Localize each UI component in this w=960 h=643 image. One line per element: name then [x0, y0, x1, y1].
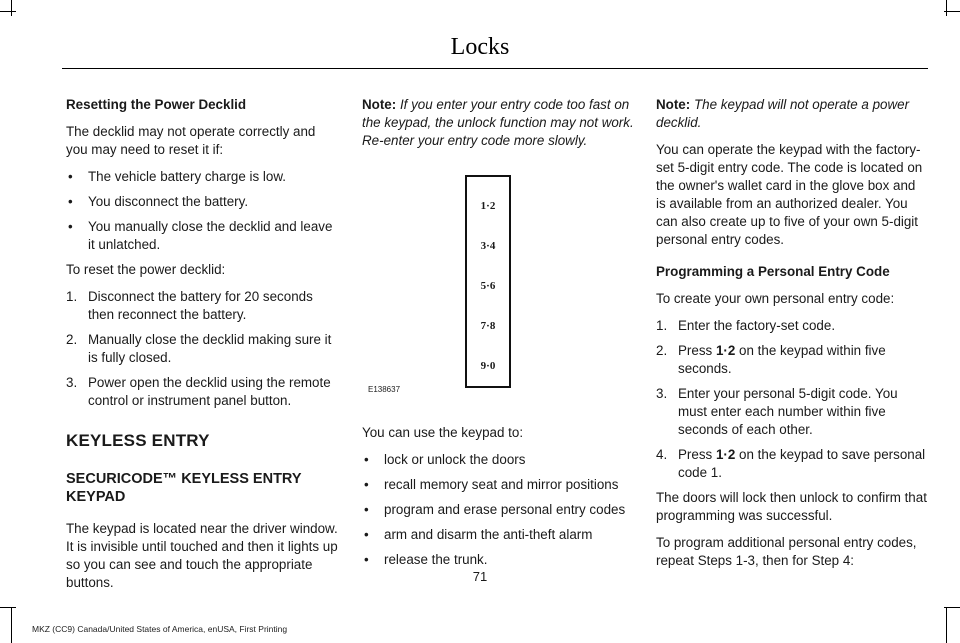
uses-intro: You can use the keypad to: [362, 425, 524, 440]
column-1 [66, 96, 338, 601]
programming-intro: To create your own personal entry code: [656, 291, 895, 306]
subsection-title: SECURICODE™ KEYLESS ENTRY KEYPAD [66, 471, 302, 505]
keypad-uses-list [362, 451, 634, 569]
page-number: 71 [472, 569, 488, 584]
list-item [66, 374, 338, 410]
keypad-description: The keypad is located near the driver window. It is invisible until touched and then it lights up so you can see and touch the appropriate buttons. [66, 521, 338, 590]
keypad-key-7-8: 7·8 [480, 320, 496, 332]
step-text: Power open the decklid using the remote control or instrument panel button. [88, 375, 331, 408]
step-text-pre: Press [678, 447, 716, 462]
edition-footer: MKZ (CC9) Canada/United States of America, enUSA, First Printing [32, 624, 288, 634]
keypad-illustration [465, 175, 511, 388]
note-paragraph [362, 96, 634, 150]
reset-steps-intro: To reset the power decklid: [66, 262, 226, 277]
header-divider [62, 68, 928, 69]
note-text: The keypad will not operate a power decklid. [656, 97, 910, 130]
step-number: 2. [66, 332, 78, 347]
list-item [66, 331, 338, 367]
step-number: 1. [656, 318, 668, 333]
figure-id: E138637 [368, 385, 401, 394]
note-text: If you enter your entry code too fast on the keypad, the unlock function may not work. Re-enter your entry code more slowly. [362, 97, 634, 148]
step-text: Enter your personal 5-digit code. You must enter each number within five seconds of each other. [678, 386, 898, 437]
list-item: • You manually close the decklid and leave it unlatched. [66, 218, 338, 254]
step-text-post: on the keypad to save personal code 1. [678, 447, 926, 480]
list-item [656, 385, 928, 439]
programming-steps-list [656, 317, 928, 482]
step-number: 2. [656, 343, 668, 358]
list-item: • You disconnect the battery. [66, 193, 338, 211]
crop-mark-bottom-right-h [944, 607, 960, 608]
keypad-key-1-2: 1·2 [480, 200, 496, 212]
step-number: 4. [656, 447, 668, 462]
column-2 [362, 96, 634, 576]
reset-conditions-list [66, 168, 338, 254]
list-item: • program and erase personal entry codes [362, 501, 634, 519]
step-number: 1. [66, 289, 78, 304]
list-item: • The vehicle battery charge is low. [66, 168, 338, 186]
confirm-text: The doors will lock then unlock to confirm that programming was successful. [656, 490, 927, 523]
list-item: • recall memory seat and mirror positions [362, 476, 634, 494]
step-number: 3. [66, 375, 78, 390]
step-text-post: on the keypad within five seconds. [678, 343, 886, 376]
list-item: • arm and disarm the anti-theft alarm [362, 526, 634, 544]
list-item [656, 317, 928, 335]
list-item [656, 342, 928, 378]
page-title: Locks [450, 34, 510, 60]
keypad-key-3-4: 3·4 [480, 240, 496, 252]
keypad-figure [362, 160, 632, 410]
crop-mark-top-right-h [944, 11, 960, 12]
resetting-heading: Resetting the Power Decklid [66, 97, 247, 112]
keypad-key-9-0: 9·0 [480, 360, 496, 372]
step-text-pre: Press [678, 343, 716, 358]
crop-mark-bottom-right [946, 607, 947, 643]
crop-mark-bottom-left [11, 607, 12, 643]
resetting-intro: The decklid may not operate correctly and you may need to reset it if: [66, 124, 316, 157]
crop-mark-top-left [11, 0, 12, 16]
keypad-key-reference: 1·2 [715, 447, 736, 462]
keypad-key-reference: 1·2 [715, 343, 736, 358]
step-text: Disconnect the battery for 20 seconds then reconnect the battery. [88, 289, 313, 322]
list-item: • lock or unlock the doors [362, 451, 634, 469]
additional-codes-text: To program additional personal entry codes, repeat Steps 1-3, then for Step 4: [656, 535, 917, 568]
programming-heading: Programming a Personal Entry Code [656, 264, 890, 279]
list-item: • release the trunk. [362, 551, 634, 569]
crop-mark-top-right [946, 0, 947, 16]
step-number: 3. [656, 386, 668, 401]
note-label: Note: [656, 97, 691, 112]
factory-code-description: You can operate the keypad with the factory-set 5-digit entry code. The code is located on the owner's wallet card in the glove box and is available from an authorized dealer. You can also create up to five of your own 5-digit personal entry codes. [656, 142, 923, 247]
section-title: KEYLESS ENTRY [66, 431, 210, 450]
step-text: Manually close the decklid making sure it is fully closed. [88, 332, 332, 365]
note-paragraph [656, 96, 928, 132]
column-3 [656, 96, 928, 579]
reset-steps-list [66, 288, 338, 410]
step-text: Enter the factory-set code. [678, 318, 836, 333]
list-item [66, 288, 338, 324]
keypad-key-5-6: 5·6 [480, 280, 496, 292]
note-label: Note: [362, 97, 397, 112]
crop-mark-top-left-h [0, 11, 16, 12]
crop-mark-bottom-left-h [0, 607, 16, 608]
list-item [656, 446, 928, 482]
